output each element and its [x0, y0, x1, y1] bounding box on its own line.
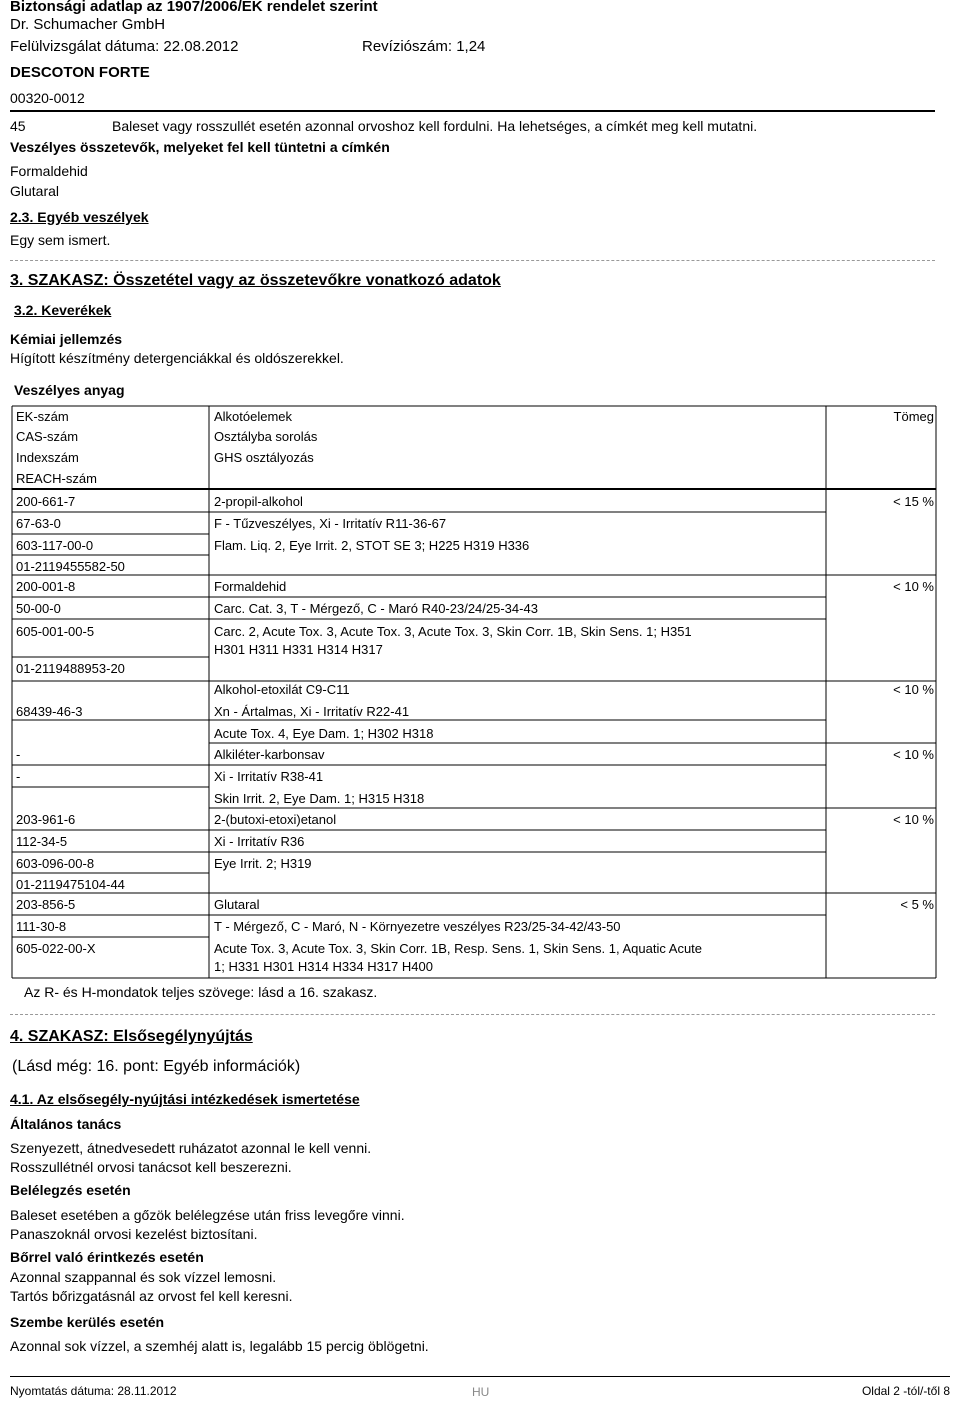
- first-aid-line: Rosszullétnél orvosi tanácsot kell beszerezni.: [10, 1159, 292, 1175]
- label-components-heading: Veszélyes összetevők, melyeket fel kell tüntetni a címkén: [10, 139, 390, 155]
- table-cell: < 10 %: [893, 579, 934, 594]
- table-cell: Xi - Irritatív R38-41: [214, 769, 324, 784]
- product-code: 00320-0012: [10, 90, 85, 106]
- table-cell: Eye Irrit. 2; H319: [214, 856, 312, 871]
- chem-text: Hígított készítmény detergenciákkal és oldószerekkel.: [10, 350, 344, 366]
- company-name: Dr. Schumacher GmbH: [10, 16, 166, 33]
- table-cell: Acute Tox. 4, Eye Dam. 1; H302 H318: [214, 726, 434, 741]
- section3-subtitle: 3.2. Keverékek: [14, 302, 112, 318]
- table-cell: F - Tűzveszélyes, Xi - Irritatív R11-36-67: [214, 516, 447, 531]
- first-aid-heading: Általános tanács: [10, 1116, 122, 1132]
- section-divider: [10, 260, 935, 261]
- table-cell: 605-022-00-X: [16, 941, 96, 956]
- table-cell: -: [16, 769, 21, 784]
- table-cell: 200-001-8: [16, 579, 76, 594]
- table-cell: < 10 %: [893, 812, 934, 827]
- table-cell: 203-856-5: [16, 897, 76, 912]
- table-cell: 01-2119475104-44: [16, 877, 125, 892]
- table-cell: 605-001-00-5: [16, 624, 95, 639]
- table-cell: 67-63-0: [16, 516, 61, 531]
- table-cell: < 15 %: [893, 494, 934, 509]
- table-cell: Formaldehid: [214, 579, 287, 594]
- col-header: Tömeg: [893, 409, 934, 424]
- table-cell: Flam. Liq. 2, Eye Irrit. 2, STOT SE 3; H225 H319 H336: [214, 538, 530, 553]
- first-aid-heading: Belélegzés esetén: [10, 1182, 131, 1198]
- table-cell: 68439-46-3: [16, 704, 83, 719]
- component-item: Formaldehid: [10, 163, 88, 179]
- phrase-code: 45: [10, 118, 26, 134]
- table-cell: 203-961-6: [16, 812, 76, 827]
- header-rule: [10, 110, 935, 112]
- first-aid-line: Azonnal szappannal és sok vízzel lemosni.: [10, 1269, 277, 1285]
- table-cell: Glutaral: [214, 897, 260, 912]
- table-cell: T - Mérgező, C - Maró, N - Környezetre veszélyes R23/25-34-42/43-50: [214, 919, 621, 934]
- table-cell: 603-096-00-8: [16, 856, 95, 871]
- table-cell: H301 H311 H331 H314 H317: [214, 642, 383, 657]
- table-cell: 2-propil-alkohol: [214, 494, 303, 509]
- table-cell: 50-00-0: [16, 601, 61, 616]
- footer-rule: [10, 1376, 950, 1377]
- page-number: Oldal 2 -tól/-től 8: [861, 1384, 950, 1398]
- table-cell: Alkiléter-karbonsav: [214, 747, 325, 762]
- first-aid-line: Panaszoknál orvosi kezelést biztosítani.: [10, 1226, 258, 1242]
- section4-title: 4. SZAKASZ: Elsősegélynyújtás: [10, 1028, 253, 1045]
- first-aid-line: Tartós bőrizgatásnál az orvost fel kell keresni.: [10, 1288, 293, 1304]
- first-aid-heading: Bőrrel való érintkezés esetén: [10, 1249, 204, 1265]
- table-note: Az R- és H-mondatok teljes szövege: lásd a 16. szakasz.: [24, 984, 378, 1000]
- table-cell: 200-661-7: [16, 494, 76, 509]
- table-cell: -: [16, 747, 21, 762]
- col-header: Osztályba sorolás: [214, 429, 318, 444]
- table-cell: Carc. 2, Acute Tox. 3, Acute Tox. 3, Acute Tox. 3, Skin Corr. 1B, Skin Sens. 1; H351: [214, 624, 692, 639]
- table-cell: Carc. Cat. 3, T - Mérgező, C - Maró R40-23/24/25-34-43: [214, 601, 538, 616]
- document-title: Biztonsági adatlap az 1907/2006/EK rendelet szerint: [10, 0, 378, 15]
- first-aid-line: Azonnal sok vízzel, a szemhéj alatt is, legalább 15 percig öblögetni.: [10, 1338, 429, 1354]
- section3-title: 3. SZAKASZ: Összetétel vagy az összetevőkre vonatkozó adatok: [10, 272, 501, 289]
- table-cell: < 5 %: [900, 897, 934, 912]
- table-cell: 603-117-00-0: [16, 538, 94, 553]
- col-header: Alkotóelemek: [214, 409, 293, 424]
- revision-date: Felülvizsgálat dátuma: 22.08.2012: [10, 38, 239, 55]
- section-divider: [10, 1014, 935, 1015]
- table-cell: 1; H331 H301 H314 H334 H317 H400: [214, 959, 433, 974]
- revision-number: Revíziószám: 1,24: [362, 38, 486, 55]
- table-cell: Acute Tox. 3, Acute Tox. 3, Skin Corr. 1B, Resp. Sens. 1, Skin Sens. 1, Aquatic Acute: [214, 941, 703, 956]
- table-title: Veszélyes anyag: [14, 382, 125, 398]
- table-cell: < 10 %: [893, 682, 934, 697]
- component-item: Glutaral: [10, 183, 60, 199]
- phrase-text: Baleset vagy rosszullét esetén azonnal orvoshoz kell fordulni. Ha lehetséges, a címkét meg kell mutatni.: [112, 118, 758, 134]
- first-aid-heading: Szembe kerülés esetén: [10, 1314, 165, 1330]
- col-header: GHS osztályozás: [214, 450, 314, 465]
- col-header: EK-szám: [16, 409, 69, 424]
- table-cell: Xn - Ártalmas, Xi - Irritatív R22-41: [214, 704, 410, 719]
- col-header: REACH-szám: [16, 471, 97, 486]
- chem-heading: Kémiai jellemzés: [10, 331, 123, 347]
- table-cell: 112-34-5: [16, 834, 68, 849]
- other-hazards-text: Egy sem ismert.: [10, 232, 111, 248]
- table-cell: Alkohol-etoxilát C9-C11: [214, 682, 350, 697]
- col-header: CAS-szám: [16, 429, 79, 444]
- table-cell: Xi - Irritatív R36: [214, 834, 305, 849]
- table-cell: < 10 %: [893, 747, 934, 762]
- col-header: Indexszám: [16, 450, 79, 465]
- section4-see-also: (Lásd még: 16. pont: Egyéb információk): [12, 1058, 301, 1075]
- table-cell: 2-(butoxi-etoxi)etanol: [214, 812, 337, 827]
- product-name: DESCOTON FORTE: [10, 64, 150, 81]
- language-code: HU: [472, 1385, 490, 1399]
- section4-subtitle: 4.1. Az elsősegély-nyújtási intézkedések ismertetése: [10, 1091, 360, 1107]
- table-cell: 01-2119455582-50: [16, 559, 125, 574]
- print-date: Nyomtatás dátuma: 28.11.2012: [10, 1384, 177, 1398]
- table-cell: Skin Irrit. 2, Eye Dam. 1; H315 H318: [214, 791, 425, 806]
- first-aid-line: Baleset esetében a gőzök belélegzése után friss levegőre vinni.: [10, 1207, 405, 1223]
- table-cell: 111-30-8: [16, 919, 67, 934]
- table-cell: 01-2119488953-20: [16, 661, 125, 676]
- other-hazards-heading: 2.3. Egyéb veszélyek: [10, 209, 149, 225]
- table-header-rule: [12, 488, 936, 490]
- first-aid-line: Szenyezett, átnedvesedett ruházatot azonnal le kell venni.: [10, 1140, 372, 1156]
